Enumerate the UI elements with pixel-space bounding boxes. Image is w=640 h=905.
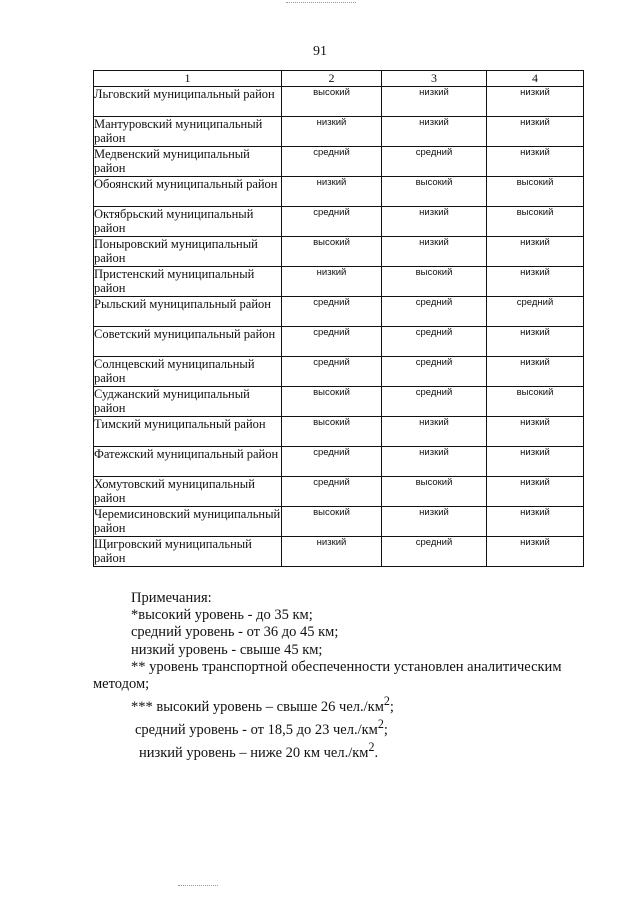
level-col2: высокий bbox=[282, 507, 382, 537]
level-col2: высокий bbox=[282, 417, 382, 447]
level-col3: средний bbox=[382, 387, 487, 417]
district-name: Обоянский муниципальный район bbox=[94, 177, 282, 207]
level-col2: средний bbox=[282, 357, 382, 387]
level-col3: средний bbox=[382, 297, 487, 327]
level-col4: низкий bbox=[487, 87, 584, 117]
table-row bbox=[94, 267, 584, 297]
note-medium-level: средний уровень - от 36 до 45 км; bbox=[131, 624, 339, 641]
note-density-high bbox=[93, 693, 593, 716]
note-density-low-text: низкий уровень – ниже 20 км чел./км bbox=[139, 745, 369, 762]
level-col4: низкий bbox=[487, 327, 584, 357]
level-col2: средний bbox=[282, 147, 382, 177]
level-col2: низкий bbox=[282, 177, 382, 207]
level-col2: средний bbox=[282, 477, 382, 507]
level-col4: низкий bbox=[487, 237, 584, 267]
column-header-1: 1 bbox=[94, 71, 282, 87]
note-density-low-end: . bbox=[374, 745, 379, 762]
level-col4: низкий bbox=[487, 267, 584, 297]
header-row bbox=[94, 71, 584, 87]
level-col3: низкий bbox=[382, 87, 487, 117]
note-density-medium bbox=[93, 716, 593, 739]
level-col2: средний bbox=[282, 297, 382, 327]
level-col2: средний bbox=[282, 207, 382, 237]
level-col4: низкий bbox=[487, 507, 584, 537]
table-row bbox=[94, 387, 584, 417]
notes-section bbox=[93, 590, 593, 762]
level-col2: низкий bbox=[282, 267, 382, 297]
table-row bbox=[94, 417, 584, 447]
table-row bbox=[94, 117, 584, 147]
district-name: Фатежский муниципальный район bbox=[94, 447, 282, 477]
column-header-4: 4 bbox=[487, 71, 584, 87]
level-col4: средний bbox=[487, 297, 584, 327]
level-col3: высокий bbox=[382, 477, 487, 507]
district-name: Хомутовский муниципальный район bbox=[94, 477, 282, 507]
note-transport-method: ** уровень транспортной обеспеченности установлен аналитическим bbox=[131, 658, 562, 675]
column-header-2: 2 bbox=[282, 71, 382, 87]
table-row bbox=[94, 87, 584, 117]
scan-artifact-bottom bbox=[178, 885, 218, 886]
table-row bbox=[94, 327, 584, 357]
level-col3: низкий bbox=[382, 447, 487, 477]
level-col2: высокий bbox=[282, 237, 382, 267]
level-col2: средний bbox=[282, 447, 382, 477]
level-col3: низкий bbox=[382, 117, 487, 147]
district-name: Суджанский муниципальный район bbox=[94, 387, 282, 417]
level-col3: низкий bbox=[382, 237, 487, 267]
note-density-high-end: ; bbox=[389, 699, 394, 716]
district-name: Щигровский муниципальный район bbox=[94, 537, 282, 567]
table-row bbox=[94, 237, 584, 267]
note-high-level: *высокий уровень - до 35 км; bbox=[131, 607, 313, 624]
district-name: Рыльский муниципальный район bbox=[94, 297, 282, 327]
district-name: Пристенский муниципальный район bbox=[94, 267, 282, 297]
district-name: Октябрьский муниципальный район bbox=[94, 207, 282, 237]
superscript-2: 2 bbox=[377, 717, 384, 732]
level-col3: высокий bbox=[382, 177, 487, 207]
level-col4: низкий bbox=[487, 537, 584, 567]
column-header-3: 3 bbox=[382, 71, 487, 87]
table-row bbox=[94, 207, 584, 237]
table-header bbox=[94, 71, 584, 87]
level-col4: высокий bbox=[487, 207, 584, 237]
level-col3: средний bbox=[382, 537, 487, 567]
level-col3: средний bbox=[382, 357, 487, 387]
superscript-2: 2 bbox=[383, 694, 390, 709]
level-col4: низкий bbox=[487, 147, 584, 177]
district-name: Черемисиновский муниципальный район bbox=[94, 507, 281, 535]
level-col4: низкий bbox=[487, 477, 584, 507]
district-name: Солнцевский муниципальный район bbox=[94, 357, 282, 387]
district-name: Советский муниципальный район bbox=[94, 327, 282, 357]
superscript-2: 2 bbox=[368, 740, 375, 755]
note-density-low bbox=[93, 739, 593, 762]
district-name: Мантуровский муниципальный район bbox=[94, 117, 282, 147]
level-col4: низкий bbox=[487, 117, 584, 147]
level-col2: низкий bbox=[282, 117, 382, 147]
note-density-medium-text: средний уровень - от 18,5 до 23 чел./км bbox=[135, 722, 378, 739]
level-col4: высокий bbox=[487, 177, 584, 207]
table-row bbox=[94, 507, 584, 537]
page-number: 91 bbox=[313, 44, 327, 59]
note-transport-method-end: методом; bbox=[93, 676, 150, 693]
level-col3: низкий bbox=[382, 507, 487, 537]
district-name: Тимский муниципальный район bbox=[94, 417, 282, 447]
table-row bbox=[94, 447, 584, 477]
scan-artifact-top bbox=[286, 2, 356, 3]
table-body bbox=[94, 87, 584, 567]
level-col4: низкий bbox=[487, 417, 584, 447]
note-density-medium-end: ; bbox=[383, 722, 388, 739]
table-row bbox=[94, 537, 584, 567]
level-col2: высокий bbox=[282, 387, 382, 417]
note-low-level: низкий уровень - свыше 45 км; bbox=[131, 641, 323, 658]
table-row bbox=[94, 147, 584, 177]
table-row bbox=[94, 477, 584, 507]
table-row bbox=[94, 177, 584, 207]
level-col4: низкий bbox=[487, 357, 584, 387]
district-name: Медвенский муниципальный район bbox=[94, 147, 282, 177]
level-col3: высокий bbox=[382, 267, 487, 297]
district-name: Льговский муниципальный район bbox=[94, 87, 282, 117]
note-density-high-text: *** высокий уровень – свыше 26 чел./км bbox=[131, 699, 384, 716]
level-col3: средний bbox=[382, 327, 487, 357]
level-col2: низкий bbox=[282, 537, 382, 567]
level-col4: высокий bbox=[487, 387, 584, 417]
level-col3: низкий bbox=[382, 417, 487, 447]
level-col4: низкий bbox=[487, 447, 584, 477]
level-col3: средний bbox=[382, 147, 487, 177]
table-row bbox=[94, 357, 584, 387]
table-row bbox=[94, 297, 584, 327]
levels-table bbox=[93, 70, 584, 567]
level-col2: средний bbox=[282, 327, 382, 357]
district-name: Поныровский муниципальный район bbox=[94, 237, 282, 267]
notes-heading: Примечания: bbox=[131, 590, 212, 606]
level-col2: высокий bbox=[282, 87, 382, 117]
level-col3: низкий bbox=[382, 207, 487, 237]
